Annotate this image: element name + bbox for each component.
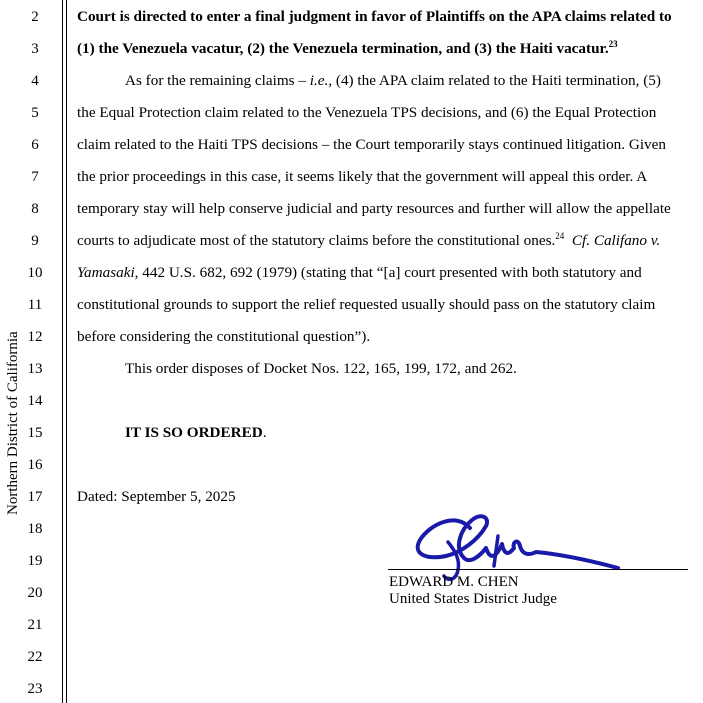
dated-line: Dated: September 5, 2025 bbox=[77, 488, 236, 505]
case-citation: Yamasaki bbox=[77, 264, 135, 281]
text-line-9 bbox=[77, 232, 660, 250]
margin-rule bbox=[66, 0, 67, 703]
text-line-3 bbox=[77, 40, 618, 58]
text-italic: i.e. bbox=[309, 72, 329, 89]
text-span: courts to adjudicate most of the statutory claims before the constitutional ones. bbox=[77, 232, 556, 249]
text-line-2: Court is directed to enter a final judgment in favor of Plaintiffs on the APA claims related to bbox=[77, 8, 672, 25]
text-line-6: claim related to the Haiti TPS decisions – the Court temporarily stays continued litigation. Given bbox=[77, 136, 666, 153]
line-number: 10 bbox=[27, 265, 43, 281]
text-line-7: the prior proceedings in this case, it seems likely that the government will appeal this order. A bbox=[77, 168, 648, 185]
ordered-line bbox=[125, 424, 267, 442]
line-number: 12 bbox=[27, 329, 43, 345]
text-line-8: temporary stay will help conserve judicial and party resources and further will allow the appellate bbox=[77, 200, 671, 217]
margin-rule bbox=[62, 0, 63, 703]
line-number: 7 bbox=[31, 169, 39, 185]
line-number: 13 bbox=[27, 361, 43, 377]
line-number: 20 bbox=[27, 585, 43, 601]
line-number: 2 bbox=[31, 9, 39, 25]
judge-title: United States District Judge bbox=[389, 591, 557, 607]
signature-line bbox=[388, 569, 688, 570]
line-number: 16 bbox=[27, 457, 43, 473]
line-number: 15 bbox=[27, 425, 43, 441]
text-line-11: constitutional grounds to support the relief requested usually should pass on the statutory claim bbox=[77, 296, 656, 313]
line-number: 6 bbox=[31, 137, 39, 153]
ordered-text: IT IS SO ORDERED bbox=[125, 424, 263, 441]
margin-label: Northern District of California bbox=[5, 331, 21, 515]
line-number: 5 bbox=[31, 105, 39, 121]
line-number: 14 bbox=[27, 393, 43, 409]
line-number: 19 bbox=[27, 553, 43, 569]
line-number: 3 bbox=[31, 41, 39, 57]
text-line-5: the Equal Protection claim related to the Venezuela TPS decisions, and (6) the Equal Protection bbox=[77, 104, 657, 121]
footnote-ref-24[interactable]: 24 bbox=[555, 231, 565, 241]
judge-name: EDWARD M. CHEN bbox=[389, 574, 519, 590]
text-span: . bbox=[262, 424, 267, 441]
text-line-4 bbox=[125, 72, 661, 90]
line-number: 22 bbox=[27, 649, 43, 665]
line-number: 21 bbox=[27, 617, 43, 633]
text-span: , 442 U.S. 682, 692 (1979) (stating that “[a] court presented with both statutory and bbox=[134, 264, 642, 281]
text-span: As for the remaining claims – bbox=[125, 72, 310, 89]
text-span: , (4) the APA claim related to the Haiti termination, (5) bbox=[328, 72, 661, 89]
case-citation: Cf. Califano v. bbox=[571, 232, 661, 249]
line-number: 8 bbox=[31, 201, 39, 217]
line-number: 18 bbox=[27, 521, 43, 537]
text-line-10 bbox=[77, 264, 642, 282]
text-line-3-body: (1) the Venezuela vacatur, (2) the Venezuela termination, and (3) the Haiti vacatur. bbox=[77, 40, 609, 57]
text-line-13: This order disposes of Docket Nos. 122, 165, 199, 172, and 262. bbox=[125, 360, 517, 377]
text-line-12: before considering the constitutional question”). bbox=[77, 328, 371, 345]
line-number: 11 bbox=[27, 297, 43, 313]
line-number: 9 bbox=[31, 233, 39, 249]
line-number: 4 bbox=[31, 73, 39, 89]
line-number: 17 bbox=[27, 489, 43, 505]
footnote-ref-23[interactable]: 23 bbox=[608, 39, 618, 49]
line-number: 23 bbox=[27, 681, 43, 697]
